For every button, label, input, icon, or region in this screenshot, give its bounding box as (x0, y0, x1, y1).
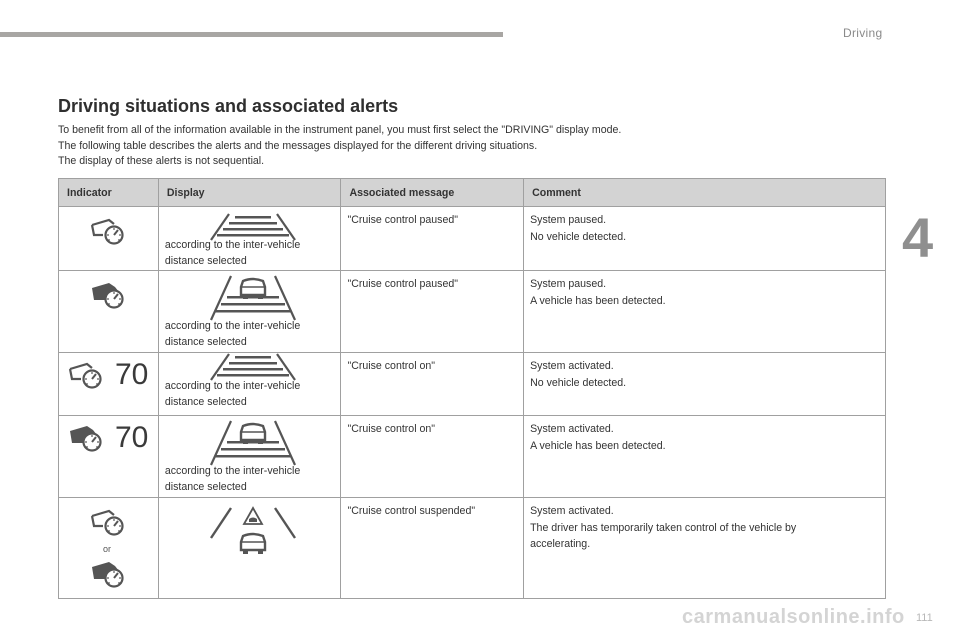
intro-line: The display of these alerts is not sequential. (58, 155, 265, 167)
display-cell (158, 207, 341, 271)
comment-cell (524, 353, 886, 416)
display-caption: according to the inter-vehicle distance selected (164, 239, 301, 267)
speed-value: 70 (115, 358, 149, 391)
indicator-cell (59, 207, 159, 271)
page-title: Driving situations and associated alerts (58, 96, 399, 116)
intro-line: The following table describes the alerts and the messages displayed for the different driving situations. (58, 139, 538, 152)
page-number: 111 (916, 612, 933, 624)
display-caption: according to the inter-vehicle distance selected (164, 465, 301, 493)
message-cell (341, 207, 524, 271)
table-row (59, 416, 886, 498)
cruise-control-filled-icon (67, 422, 107, 454)
comment (530, 353, 879, 391)
comment-line: System paused. (530, 214, 607, 226)
display-cell (158, 271, 341, 353)
comment-line: System activated. (530, 423, 614, 435)
column-header: Comment (524, 179, 886, 207)
associated-message: "Cruise control suspended" (347, 505, 476, 517)
indicator-cell (59, 271, 159, 353)
watermark: carmanualsonline.info (682, 606, 905, 628)
associated-message: "Cruise control on" (347, 360, 436, 372)
comment-line: A vehicle has been detected. (530, 294, 666, 307)
indicator-cell (59, 353, 159, 416)
lane-vehicle-display-icon (205, 418, 301, 466)
comment-line: No vehicle detected. (530, 230, 627, 243)
speed-value: 70 (115, 421, 149, 454)
table-row (59, 271, 886, 353)
comment (530, 271, 879, 309)
indicator-cell (59, 498, 159, 599)
table-header-row (59, 179, 886, 207)
display-cell (158, 353, 341, 416)
cruise-control-outline-icon (89, 506, 129, 538)
display-caption: according to the inter-vehicle distance selected (164, 320, 301, 348)
comment-cell (524, 416, 886, 498)
alerts-table (58, 178, 886, 599)
associated-message: "Cruise control paused" (347, 278, 459, 290)
comment-cell (524, 207, 886, 271)
table-row (59, 498, 886, 599)
cruise-control-outline-icon (67, 359, 107, 391)
comment-line: System activated. (530, 360, 614, 372)
comment-cell (524, 498, 886, 599)
message-cell (341, 271, 524, 353)
message-cell (341, 498, 524, 599)
lane-vehicle-display-icon (205, 273, 301, 321)
cruise-control-filled-icon (89, 279, 129, 311)
intro-line: To benefit from all of the information available in the instrument panel, you must first select the "DRIVING" display mode. (58, 124, 622, 136)
table-row (59, 353, 886, 416)
display-caption: according to the inter-vehicle distance selected (164, 380, 301, 408)
table-row (59, 207, 886, 271)
cruise-control-outline-icon (89, 215, 129, 247)
column-header: Display (158, 179, 341, 207)
comment-line: A vehicle has been detected. (530, 439, 666, 452)
section-title: Driving (843, 26, 883, 40)
lane-display-icon (205, 213, 301, 241)
comment-cell (524, 271, 886, 353)
comment-line: The driver has temporarily taken control of the vehicle by accelerating. (530, 521, 797, 550)
indicator-cell (59, 416, 159, 498)
column-header: Associated message (341, 179, 524, 207)
lane-display-icon (205, 353, 301, 381)
comment-line: System activated. (530, 505, 614, 517)
comment-line: System paused. (530, 278, 607, 290)
associated-message: "Cruise control paused" (347, 214, 459, 226)
column-header: Indicator (59, 179, 159, 207)
chapter-number: 4 (902, 206, 934, 269)
display-cell (158, 416, 341, 498)
comment (530, 498, 879, 553)
intro-text (58, 123, 621, 170)
lane-warning-vehicle-display-icon (205, 506, 301, 556)
comment (530, 416, 879, 454)
or-label: or (103, 544, 112, 554)
associated-message: "Cruise control on" (347, 423, 436, 435)
display-cell (158, 498, 341, 599)
header-bar (0, 32, 503, 37)
comment-line: No vehicle detected. (530, 376, 627, 389)
cruise-control-filled-icon (89, 558, 129, 590)
message-cell (341, 353, 524, 416)
message-cell (341, 416, 524, 498)
comment (530, 207, 879, 245)
